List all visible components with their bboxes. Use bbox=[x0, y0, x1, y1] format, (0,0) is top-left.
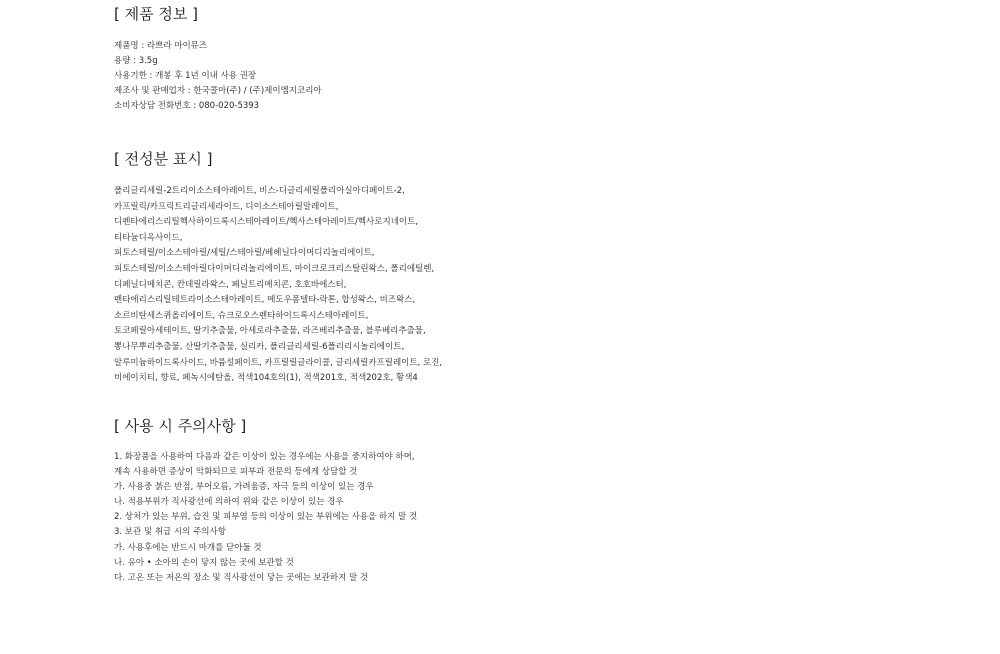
ingredients-line: 피토스테릴/이소스테아릴다이머디리놀리에이트, 마이크로크리스탈린왁스, 폴리에틸렌, bbox=[114, 263, 435, 274]
ingredients-line: 디펜타에리스리틸헥사하이드록시스테아레이트/헥사스테아레이트/헥사로지네이트, bbox=[114, 217, 419, 228]
consumer-phone-line: 소비자상담 전화번호 : 080-020-5393 bbox=[114, 101, 260, 111]
product-name-line: 제품명 : 라쁘라 마이뮤즈 bbox=[114, 41, 208, 51]
ingredients-line: 펜타에리스리틸테트라이소스테아레이트, 메도우폼델타-락톤, 합성왁스, 비즈왁스, bbox=[114, 295, 416, 306]
caution-line: 다. 고온 또는 저온의 장소 및 직사광선이 닿는 곳에는 보관하지 말 것 bbox=[114, 572, 369, 583]
ingredients-line: 뽕나무뿌리추출물, 산딸기추출물, 실리카, 폴리글리세릴-6폴리리시놀리에이트, bbox=[114, 341, 405, 352]
ingredients-line: 비에이치티, 향료, 페녹시에탄올, 적색104호의(1), 적색201호, 적색202호, 황색4 bbox=[114, 373, 418, 384]
ingredients-line: 소르비탄세스퀴올리에이트, 슈크로오스펜타하이드록시스테아레이트, bbox=[114, 310, 369, 321]
cautions-title: [ 사용 시 주의사항 ] bbox=[114, 417, 247, 435]
product-expiry-line: 사용기한 : 개봉 후 1년 이내 사용 권장 bbox=[114, 71, 257, 81]
ingredients-line: 티타늄디옥사이드, bbox=[114, 232, 183, 243]
ingredients-line: 카프릴릭/카프릭트리글리세라이드, 디이소스테아릴말레이트, bbox=[114, 201, 339, 212]
product-info-title: [ 제품 정보 ] bbox=[114, 5, 198, 23]
caution-line: 가. 사용후에는 반드시 마개를 닫아둘 것 bbox=[114, 542, 262, 553]
caution-line: 3. 보관 및 취급 시의 주의사항 bbox=[114, 527, 226, 538]
cautions-list bbox=[114, 450, 417, 586]
caution-line: 가. 사용중 붉은 반점, 부어오름, 가려움증, 자극 등의 이상이 있는 경우 bbox=[114, 482, 374, 493]
ingredients-title: [ 전성분 표시 ] bbox=[114, 150, 213, 168]
ingredients-line: 디페닐디메치콘, 칸데릴라왁스, 페닐트리메치콘, 호호바에스터, bbox=[114, 279, 347, 290]
ingredients-line: 토코페릴아세테이트, 딸기추출물, 아세로라추출물, 라즈베리추출물, 블루베리추출물, bbox=[114, 326, 426, 337]
ingredients-section bbox=[114, 150, 442, 387]
caution-line: 1. 화장품을 사용하여 다음과 같은 이상이 있는 경우에는 사용을 중지하여야 하며, bbox=[114, 452, 415, 462]
caution-line: 나. 적용부위가 직사광선에 의하여 위와 같은 이상이 있는 경우 bbox=[114, 497, 344, 508]
ingredients-line: 피토스테릴/이소스테아릴/세틸/스테아릴/베헤닐다이머디리놀리에이트, bbox=[114, 248, 375, 259]
cautions-section bbox=[114, 417, 417, 586]
caution-line: 계속 사용하면 증상이 악화되므로 피부과 전문의 등에게 상담할 것 bbox=[114, 467, 358, 478]
product-info-section bbox=[114, 5, 322, 114]
caution-line: 나. 유아 • 소아의 손이 닿지 않는 곳에 보관할 것 bbox=[114, 557, 294, 568]
ingredients-line: 알루미늄하이드록사이드, 바륨설페이트, 카프릴릴글라이콜, 글리세릴카프릴레이트, 로진, bbox=[114, 357, 443, 368]
manufacturer-line: 제조사 및 판매업자 : 한국콜마(주) / (주)제이엠지코리아 bbox=[114, 86, 322, 96]
ingredients-list bbox=[114, 184, 442, 387]
product-info-list bbox=[114, 39, 322, 114]
product-volume-line: 용량 : 3.5g bbox=[114, 56, 158, 66]
ingredients-line: 폴리글리세릴-2트리이소스테아레이트, 비스-디글리세릴폴리아실아디페이트-2, bbox=[114, 186, 405, 196]
caution-line: 2. 상처가 있는 부위, 습진 및 피부염 등의 이상이 있는 부위에는 사용을 하지 말 것 bbox=[114, 512, 418, 523]
